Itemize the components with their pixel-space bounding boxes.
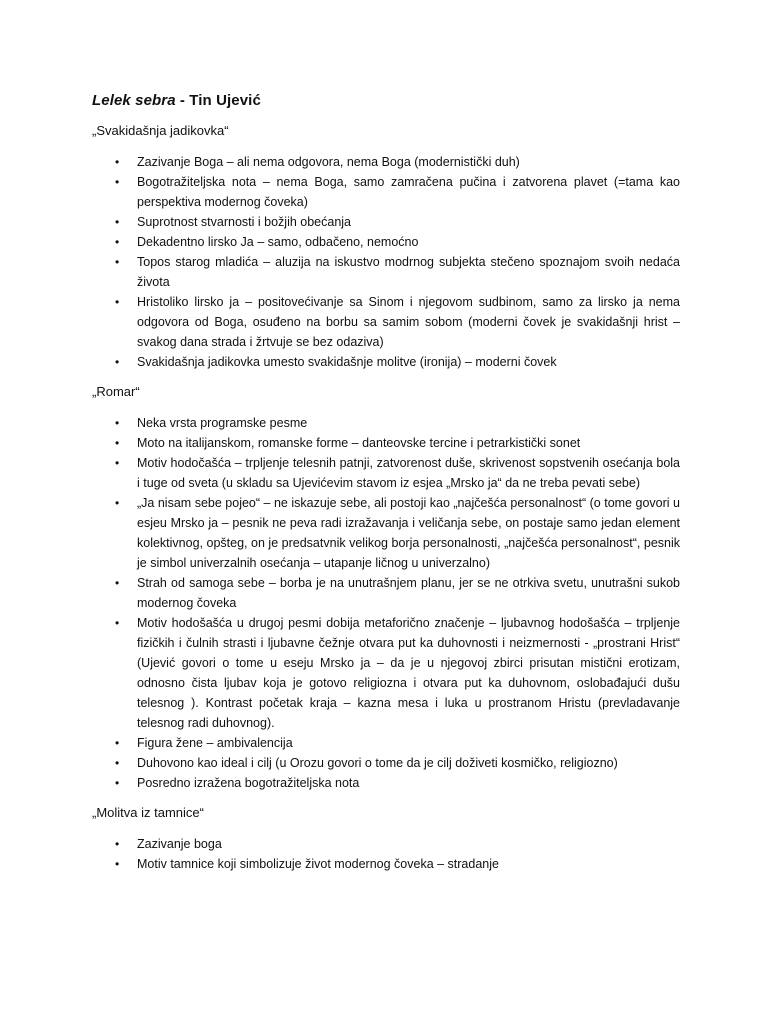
list-item: • Svakidašnja jadikovka umesto svakidašnje molitve (ironija) – moderni čovek: [137, 352, 680, 372]
list-item: • Duhovono kao ideal i cilj (u Orozu govori o tome da je cilj doživeti kosmičko, religiozno): [137, 753, 680, 773]
bullet-list: [92, 152, 680, 372]
list-item: • Zazivanje Boga – ali nema odgovora, nema Boga (modernistički duh): [137, 152, 680, 172]
list-item: • Figura žene – ambivalencija: [137, 733, 680, 753]
list-item: • Topos starog mladića – aluzija na iskustvo modrnog subjekta stečeno spoznajom svoih nedaća života: [137, 252, 680, 292]
title-separator: -: [175, 92, 190, 109]
title-author: Tin Ujević: [189, 92, 261, 109]
list-item: • Zazivanje boga: [137, 834, 680, 854]
list-item: • Motiv tamnice koji simbolizuje život modernog čoveka – stradanje: [137, 854, 680, 874]
section-svakidasnja-jadikovka: [92, 123, 680, 372]
section-heading: „Molitva iz tamnice“: [92, 805, 204, 820]
section-molitva-iz-tamnice: [92, 805, 680, 874]
list-item: • Posredno izražena bogotražiteljska nota: [137, 773, 680, 793]
list-item: • Motiv hodočašća – trpljenje telesnih patnji, zatvorenost duše, skrivenost sopstvenih osećanja bola i tuge od sveta (u skladu sa Ujevićevim stavom iz esjea „Mrsko ja“ da ne treba pevati sebe): [137, 453, 680, 493]
list-item: • Hristoliko lirsko ja – positovećivanje sa Sinom i njegovom sudbinom, samo za lirsko ja nema odgovora od Boga, osuđeno na borbu sa samim sobom (moderni čovek je svakidašnji hrist – svakog dana strada i žrtvuje se bez odaziva): [137, 292, 680, 352]
list-item: • Motiv hodošašća u drugoj pesmi dobija metaforično značenje – ljubavnog hodošašća – trpljenje fizičkih i čulnih strasti i ljubavne čežnje otvara put ka duhovnosti i neizmernosti - „prostrani Hrist“ (Ujević govori o tome u eseju Mrsko ja – da je u njegovoj zbirci prisutan mistični erotizam, odnosno čista ljubav koja je gotovo religiozna i otvara put ka duhovnom, oslobađajući dušu telesnog ). Kontrast početak kraja – kazna mesa i luka u prostranom Hristu (prevladavanje telesnog radi duhovnog).: [137, 613, 680, 733]
title-work: Lelek sebra: [92, 92, 176, 109]
section-heading: „Svakidašnja jadikovka“: [92, 123, 229, 138]
bullet-list: [92, 413, 680, 793]
section-heading: „Romar“: [92, 384, 140, 399]
list-item: • Strah od samoga sebe – borba je na unutrašnjem planu, jer se ne otrkiva svetu, unutrašni sukob modernog čoveka: [137, 573, 680, 613]
section-romar: [92, 384, 680, 793]
list-item: • Neka vrsta programske pesme: [137, 413, 680, 433]
list-item: • Bogotražiteljska nota – nema Boga, samo zamračena pučina i zatvorena plavet (=tama kao perspektiva modernog čoveka): [137, 172, 680, 212]
list-item: • Dekadentno lirsko Ja – samo, odbačeno, nemoćno: [137, 232, 680, 252]
list-item: • Moto na italijanskom, romanske forme – danteovske tercine i petrarkistički sonet: [137, 433, 680, 453]
bullet-list: [92, 834, 680, 874]
list-item: • Suprotnost stvarnosti i božjih obećanja: [137, 212, 680, 232]
list-item: • „Ja nisam sebe pojeo“ – ne iskazuje sebe, ali postoji kao „najčešća personalnost“ (o tome govori u esjeu Mrsko ja – pesnik ne peva radi izražavanja i veličanja sebe, on postaje samo jedan element kolektivnog, opšteg, on je predsatvnik velikog borja personalnosti, „najčešća personalnost“, pesnik je simbol univerzalnih osećanja – utapanje ličnog u univerzalno): [137, 493, 680, 573]
document-title: [92, 92, 680, 109]
